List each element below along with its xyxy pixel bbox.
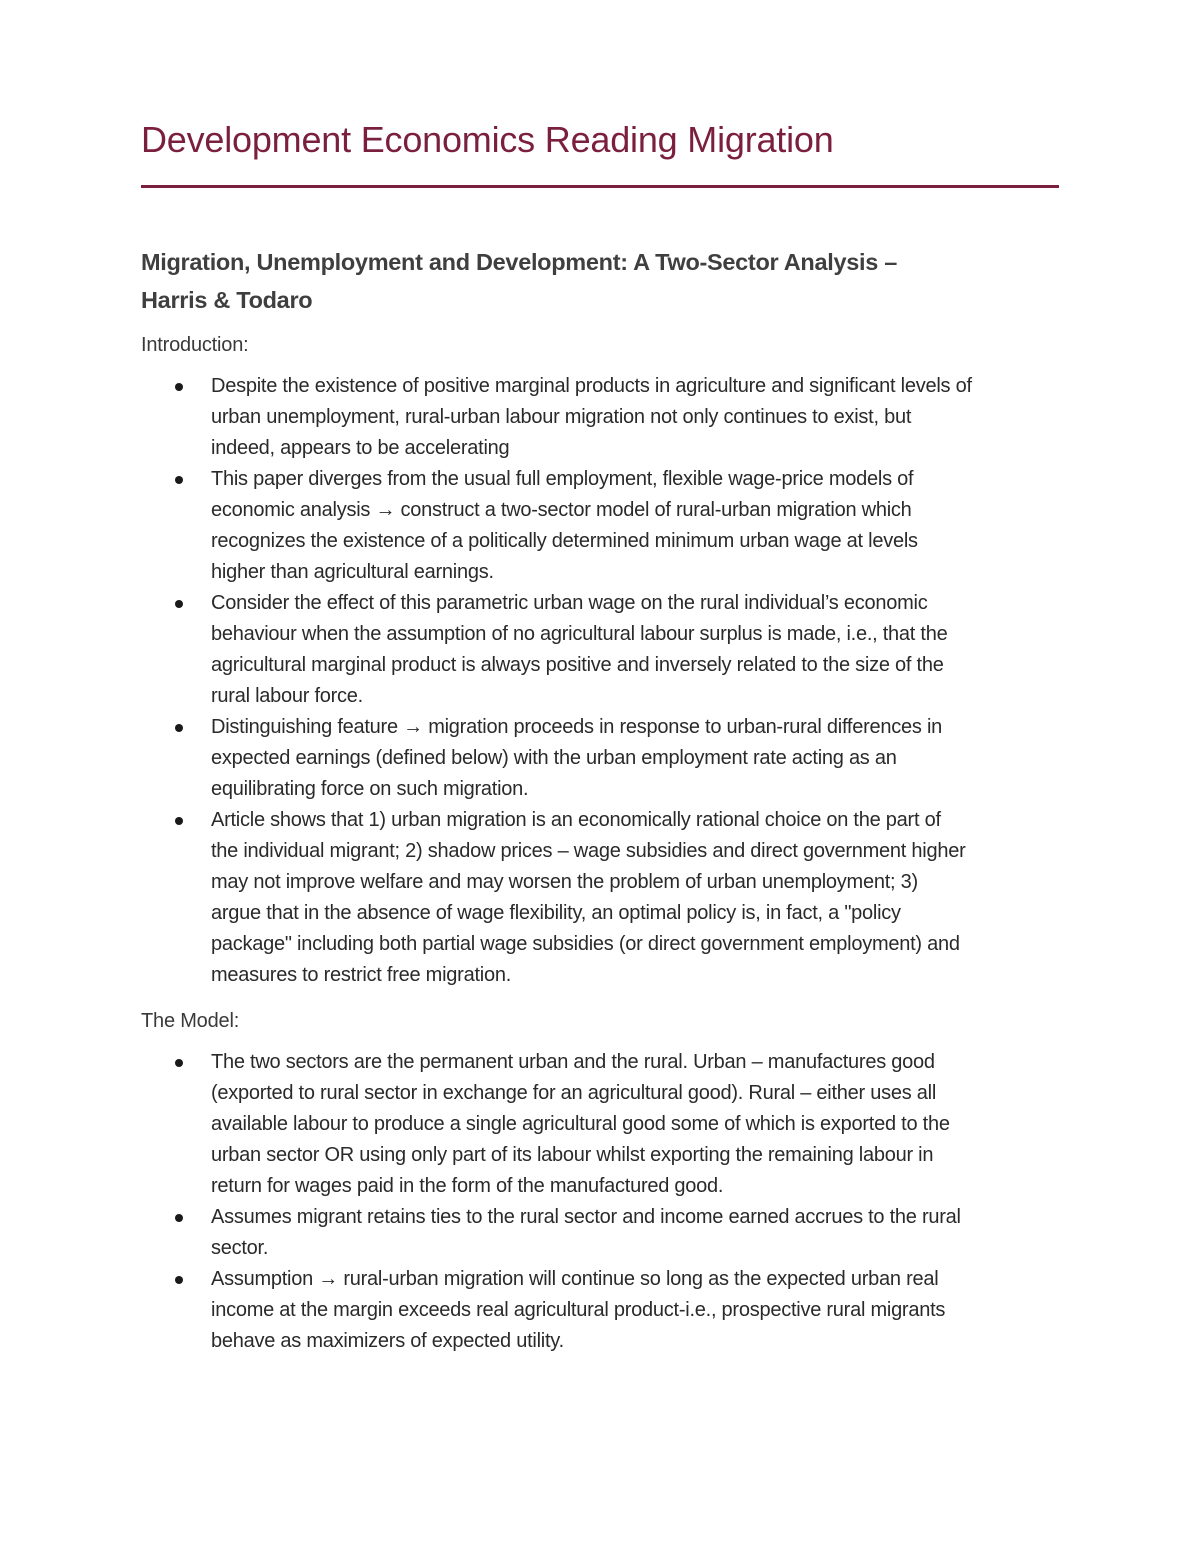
bullet-icon — [175, 1214, 183, 1222]
document-title: Development Economics Reading Migration — [141, 119, 834, 160]
list-item-line: urban sector OR using only part of its labour whilst exporting the remaining labour in — [211, 1144, 934, 1166]
list-item-line: Assumption → rural-urban migration will continue so long as the expected urban real — [211, 1268, 939, 1290]
list-item — [141, 588, 1063, 712]
list-item-line: Distinguishing feature → migration proceeds in response to urban-rural differences in — [211, 716, 943, 738]
document-page — [141, 0, 1061, 1553]
model-label: The Model: — [141, 1010, 240, 1032]
list-item-line: the individual migrant; 2) shadow prices – wage subsidies and direct government higher — [211, 840, 966, 862]
list-item-line: behaviour when the assumption of no agricultural labour surplus is made, i.e., that the — [211, 623, 948, 645]
list-item-line: return for wages paid in the form of the manufactured good. — [211, 1175, 724, 1197]
list-item-line: recognizes the existence of a politically determined minimum urban wage at levels — [211, 530, 918, 552]
list-item-line: Assumes migrant retains ties to the rural sector and income earned accrues to the rural — [211, 1206, 961, 1228]
list-item-line: package" including both partial wage subsidies (or direct government employment) and — [211, 933, 960, 955]
list-item-line: economic analysis → construct a two-sector model of rural-urban migration which — [211, 499, 912, 521]
list-item-line: available labour to produce a single agricultural good some of which is exported to the — [211, 1113, 950, 1135]
title-divider — [141, 185, 1059, 188]
bullet-icon — [175, 600, 183, 608]
list-item — [141, 464, 1063, 588]
bullet-icon — [175, 724, 183, 732]
section-heading — [141, 243, 1051, 319]
list-item-line: urban unemployment, rural-urban labour migration not only continues to exist, but — [211, 406, 912, 428]
list-item-line: This paper diverges from the usual full employment, flexible wage-price models of — [211, 468, 914, 490]
list-item — [141, 1047, 1063, 1202]
model-list — [141, 1047, 1063, 1357]
list-item-line: Despite the existence of positive marginal products in agriculture and significant levels of — [211, 375, 972, 397]
list-item-line: indeed, appears to be accelerating — [211, 437, 510, 459]
list-item-line: argue that in the absence of wage flexibility, an optimal policy is, in fact, a "policy — [211, 902, 901, 924]
list-item — [141, 712, 1063, 805]
list-item-line: equilibrating force on such migration. — [211, 778, 529, 800]
bullet-icon — [175, 383, 183, 391]
list-item-line: Article shows that 1) urban migration is an economically rational choice on the part of — [211, 809, 941, 831]
list-item-line: measures to restrict free migration. — [211, 964, 511, 986]
section-heading-line-2: Harris & Todaro — [141, 287, 313, 313]
bullet-icon — [175, 476, 183, 484]
list-item-line: may not improve welfare and may worsen the problem of urban unemployment; 3) — [211, 871, 918, 893]
section-heading-line-1: Migration, Unemployment and Development: A Two-Sector Analysis – — [141, 249, 897, 275]
bullet-icon — [175, 1276, 183, 1284]
list-item — [141, 805, 1063, 991]
list-item-line: sector. — [211, 1237, 269, 1259]
list-item-line: higher than agricultural earnings. — [211, 561, 494, 583]
list-item-line: (exported to rural sector in exchange for an agricultural good). Rural – either uses all — [211, 1082, 937, 1104]
list-item-line: The two sectors are the permanent urban and the rural. Urban – manufactures good — [211, 1051, 935, 1073]
list-item-line: expected earnings (defined below) with the urban employment rate acting as an — [211, 747, 897, 769]
bullet-icon — [175, 1059, 183, 1067]
list-item-line: Consider the effect of this parametric urban wage on the rural individual’s economic — [211, 592, 928, 614]
list-item — [141, 1264, 1063, 1357]
introduction-list — [141, 371, 1063, 991]
list-item — [141, 1202, 1063, 1264]
list-item — [141, 371, 1063, 464]
introduction-label: Introduction: — [141, 334, 249, 356]
list-item-line: agricultural marginal product is always positive and inversely related to the size of the — [211, 654, 944, 676]
list-item-line: behave as maximizers of expected utility. — [211, 1330, 564, 1352]
bullet-icon — [175, 817, 183, 825]
list-item-line: income at the margin exceeds real agricultural product-i.e., prospective rural migrants — [211, 1299, 946, 1321]
list-item-line: rural labour force. — [211, 685, 363, 707]
